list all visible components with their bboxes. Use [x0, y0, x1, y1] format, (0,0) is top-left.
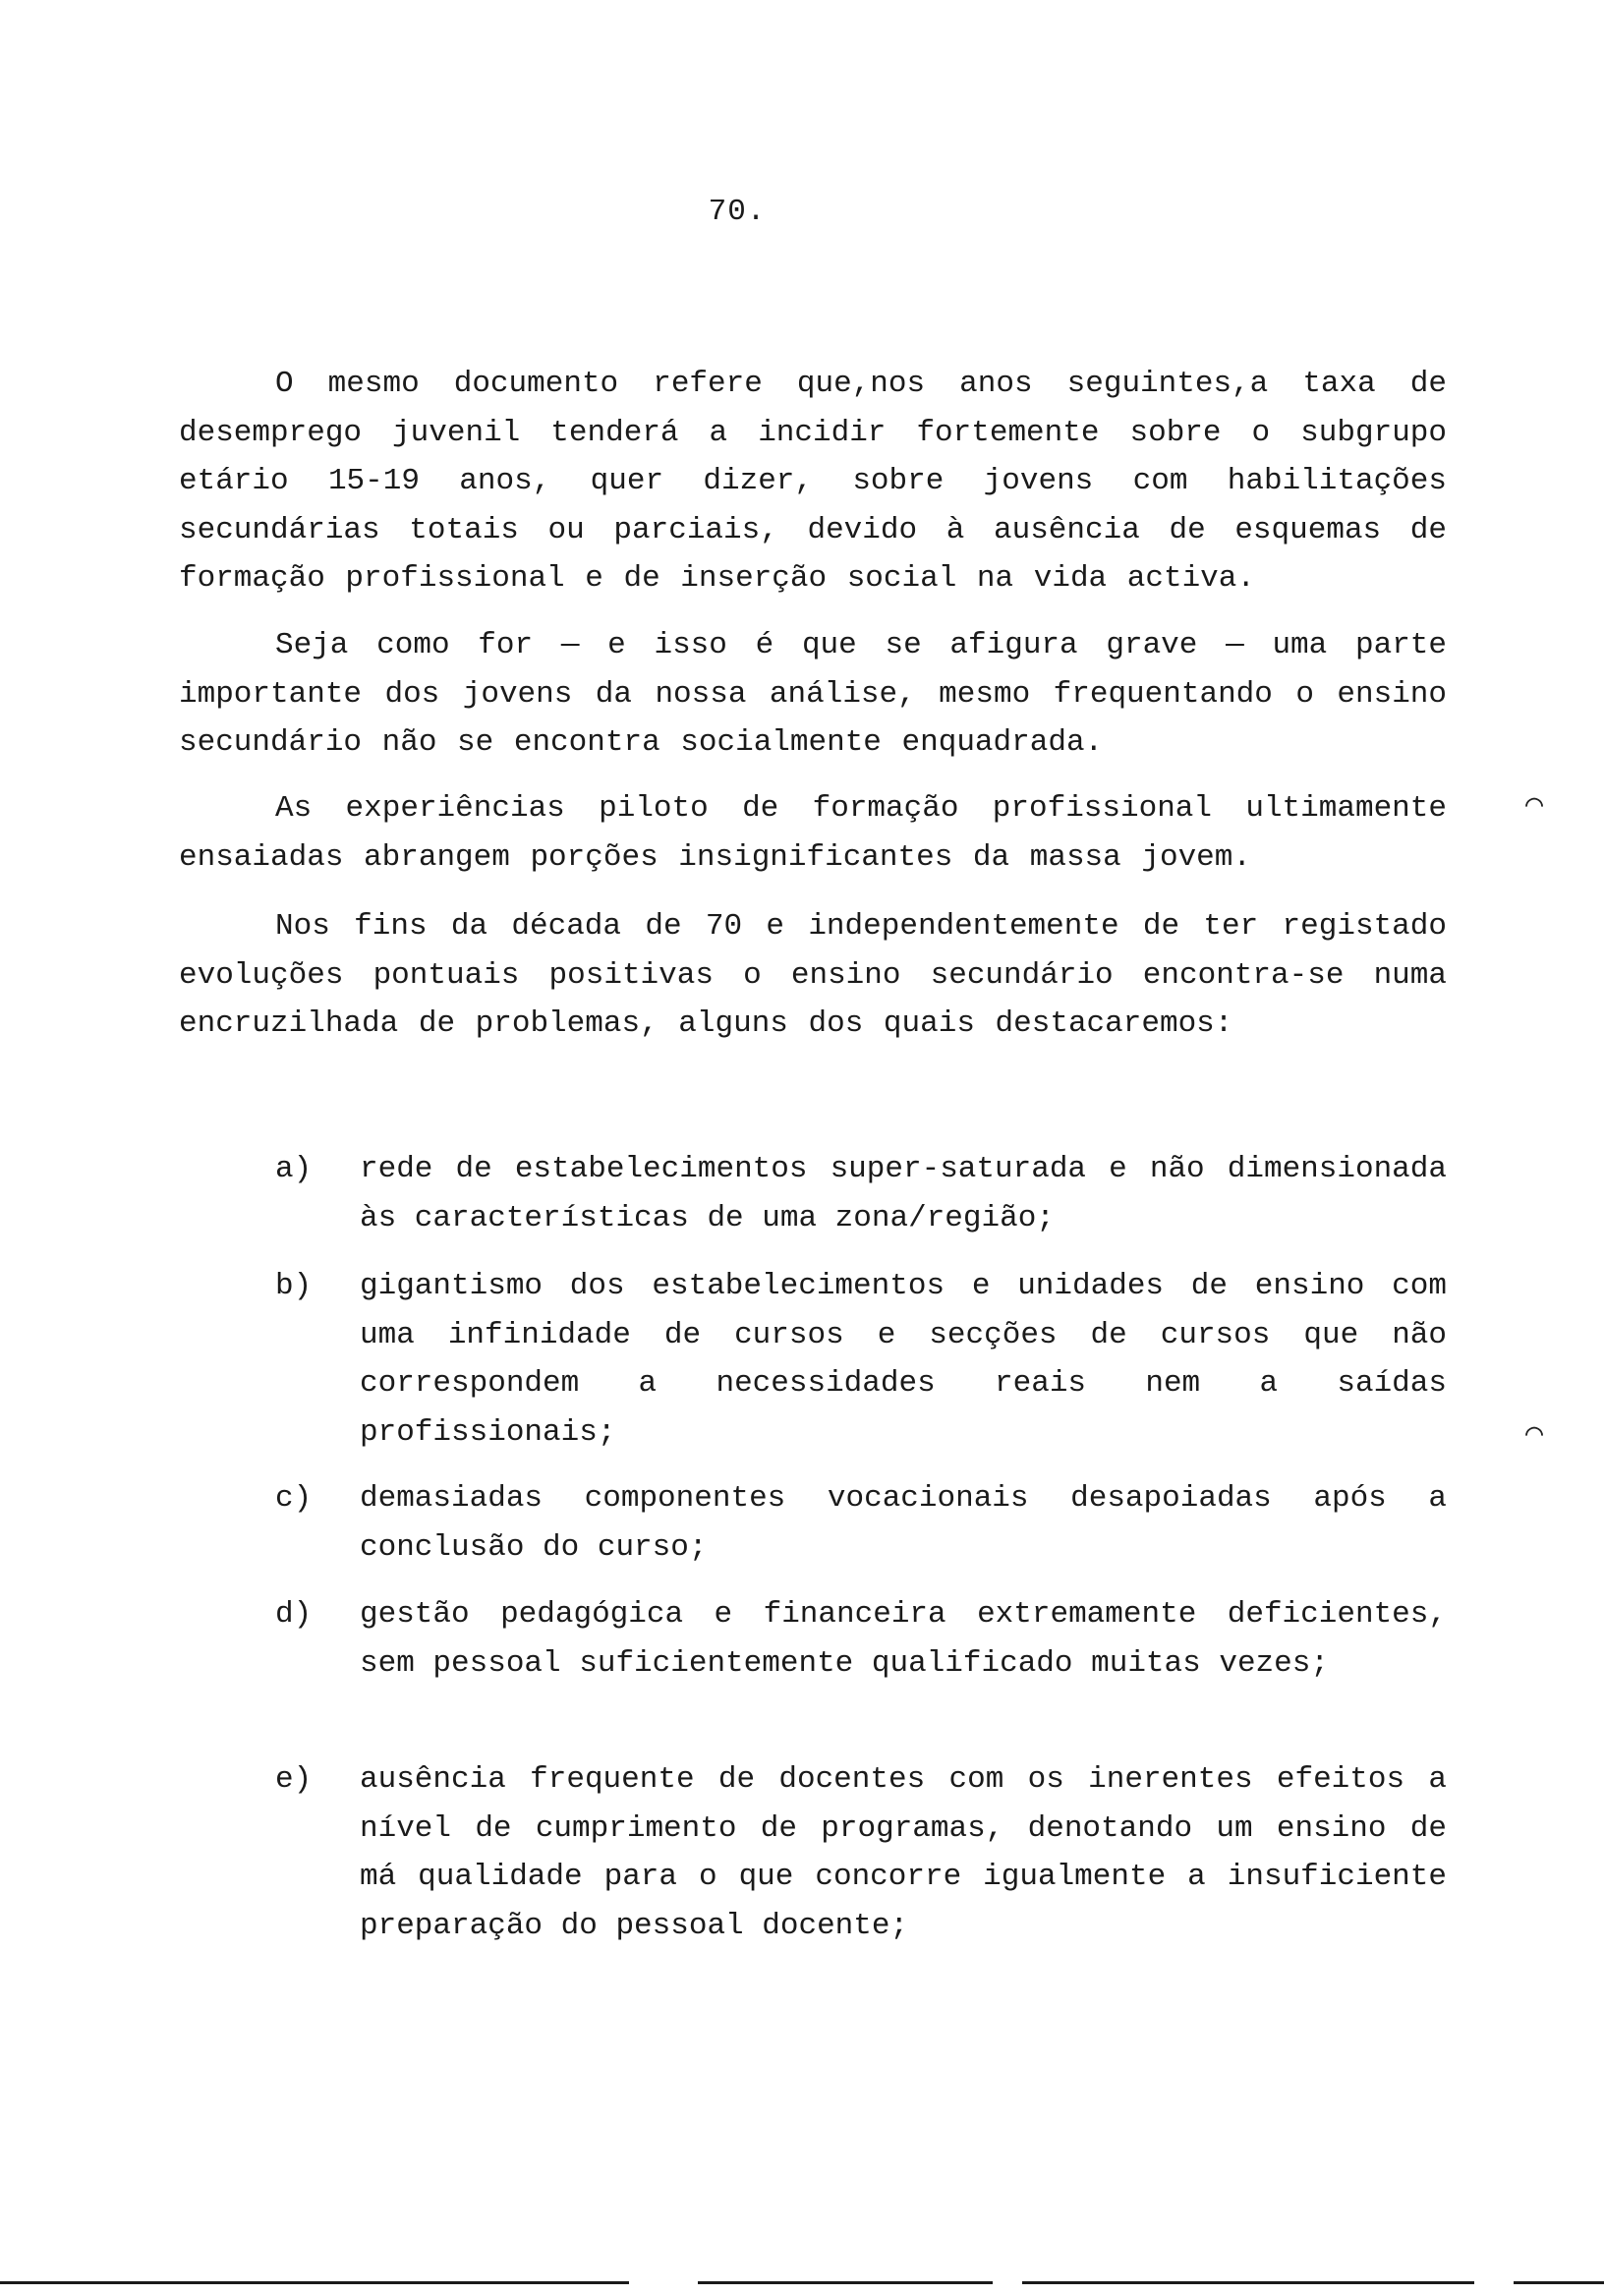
paragraph-3	[179, 784, 1447, 882]
list-marker: b)	[275, 1269, 313, 1303]
list-item-text: demasiadas componentes vocacionais desapoiadas após a conclusão do curso;	[360, 1481, 1447, 1565]
list-item-c	[275, 1474, 1447, 1572]
list-marker: e)	[275, 1762, 313, 1797]
page-number: 70.	[708, 195, 767, 229]
bottom-rule	[0, 2281, 629, 2284]
list-item-b	[275, 1262, 1447, 1457]
list-item-text: ausência frequente de docentes com os inerentes efeitos a nível de cumprimento de programas, denotando um ensino de má qualidade para o que concorre igualmente a insuficiente preparação do pessoal docente;	[360, 1762, 1447, 1943]
margin-tick-mark: ⌒	[1525, 1418, 1544, 1452]
paragraph-text: O mesmo documento refere que,nos anos seguintes,a taxa de desemprego juvenil tenderá a incidir fortemente sobre o subgrupo etário 15-19 anos, quer dizer, sobre jovens com habilitações secundárias totais ou parciais, devido à ausência de esquemas de formação profissional e de inserção social na vida activa.	[179, 367, 1447, 596]
list-marker: d)	[275, 1597, 313, 1632]
paragraph-1	[179, 360, 1447, 603]
list-marker: c)	[275, 1481, 313, 1516]
list-item-a	[275, 1145, 1447, 1242]
list-marker: a)	[275, 1152, 313, 1186]
paragraph-text: Nos fins da década de 70 e independentemente de ter registado evoluções pontuais positivas o ensino secundário encontra-se numa encruzilhada de problemas, alguns dos quais destacaremos:	[179, 909, 1447, 1041]
list-item-text: gestão pedagógica e financeira extremamente deficientes, sem pessoal suficientemente qualificado muitas vezes;	[360, 1597, 1447, 1681]
paragraph-text: As experiências piloto de formação profissional ultimamente ensaiadas abrangem porções insignificantes da massa jovem.	[179, 791, 1447, 875]
paragraph-text: Seja como for — e isso é que se afigura grave — uma parte importante dos jovens da nossa análise, mesmo frequentando o ensino secundário não se encontra socialmente enquadrada.	[179, 628, 1447, 760]
list-item-d	[275, 1590, 1447, 1688]
bottom-rule	[1022, 2281, 1474, 2284]
bottom-rule	[1514, 2281, 1604, 2284]
list-item-text: rede de estabelecimentos super-saturada e não dimensionada às características de uma zona/região;	[360, 1152, 1447, 1235]
bottom-rule	[698, 2281, 993, 2284]
paragraph-4	[179, 902, 1447, 1049]
paragraph-2	[179, 621, 1447, 768]
list-item-text: gigantismo dos estabelecimentos e unidades de ensino com uma infinidade de cursos e secções de cursos que não correspondem a necessidades reais nem a saídas profissionais;	[360, 1269, 1447, 1450]
margin-tick-mark: ⌒	[1525, 789, 1544, 823]
list-item-e	[275, 1755, 1447, 1950]
